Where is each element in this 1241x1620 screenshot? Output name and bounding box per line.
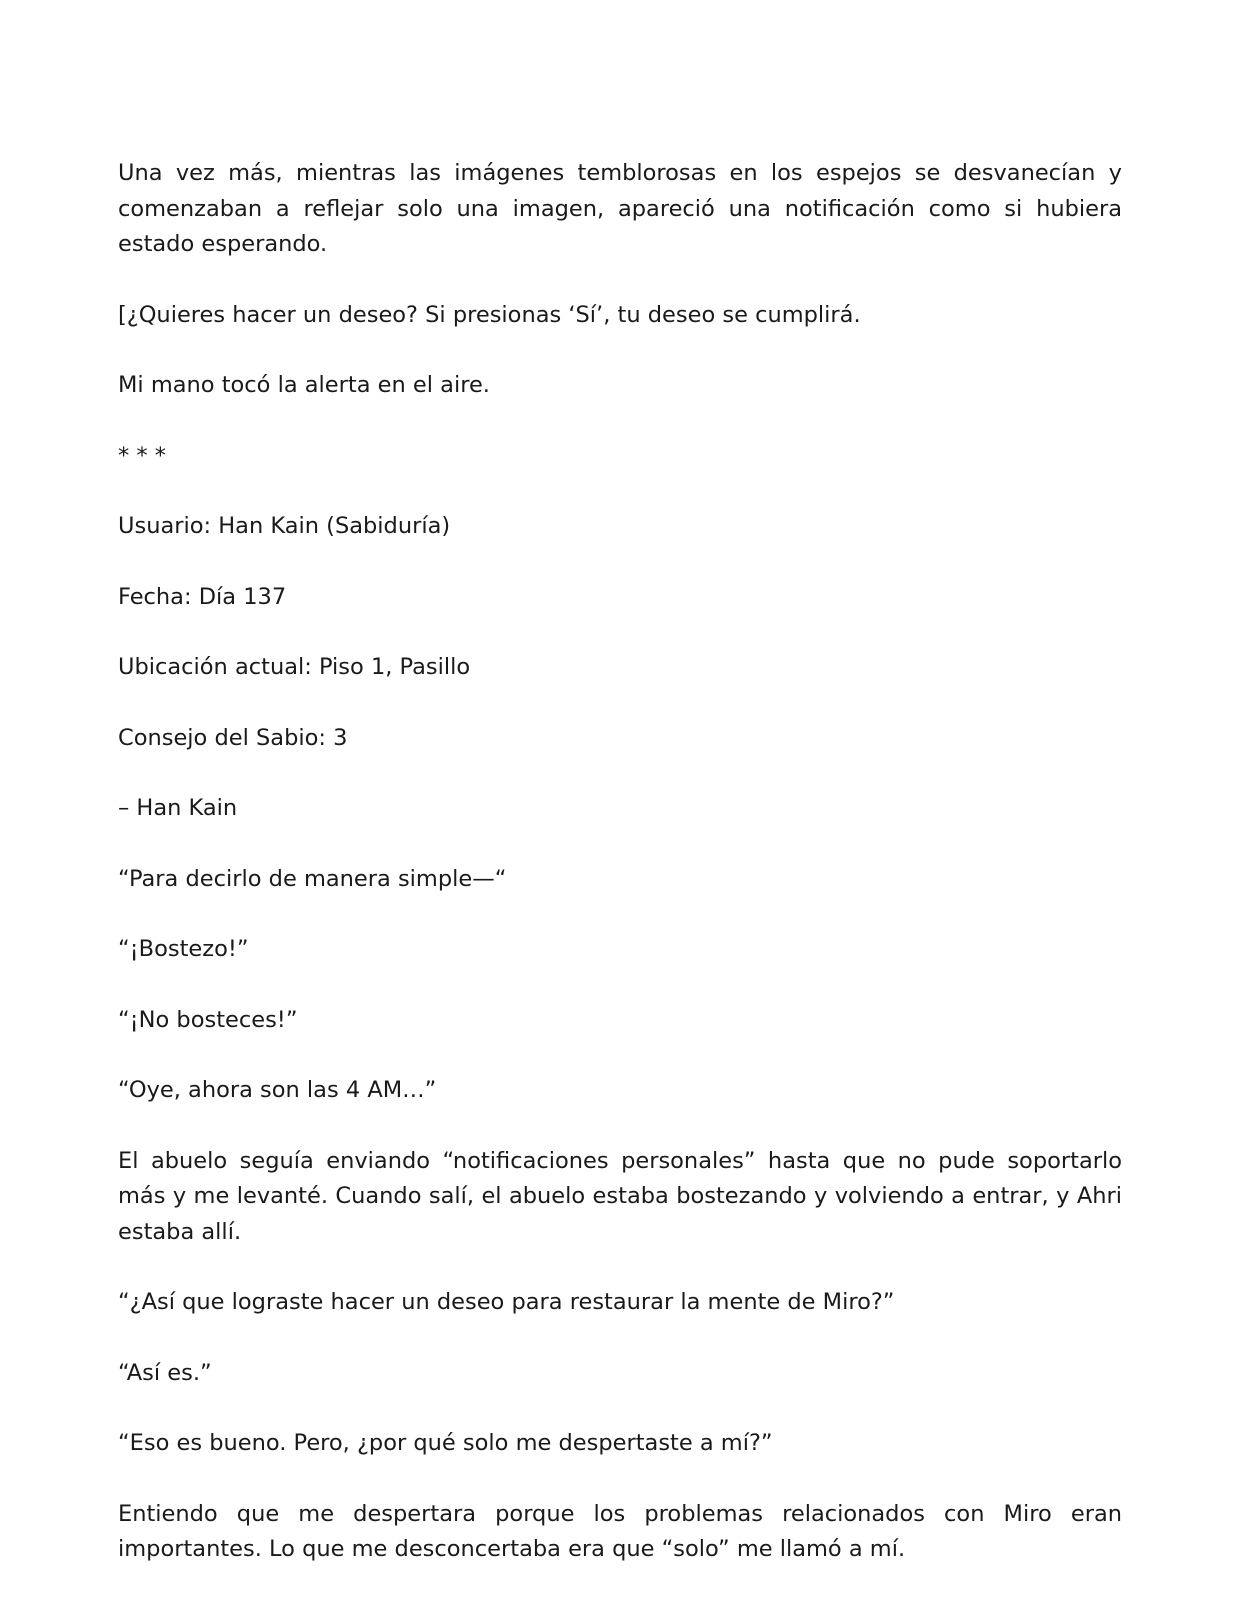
dialogue-thats-right: “Así es.” <box>118 1359 212 1386</box>
document-body <box>118 156 1122 1603</box>
paragraph-mirror-notification: Una vez más, mientras las imágenes temblorosas en los espejos se desvanecían y comenzaban a reflejar solo una imagen, apareció una notificación como si hubiera estado esperando. <box>118 160 1122 257</box>
paragraph-grandpa-notifications: El abuelo seguía enviando “notificaciones personales” hasta que no pude soportarlo más y me levanté. Cuando salí, el abuelo estaba bostezando y volviendo a entrar, y Ahri estaba allí. <box>118 1147 1122 1245</box>
paragraph-only-me: Entiendo que me despertara porque los problemas relacionados con Miro eran importantes. Lo que me desconcertaba era que “solo” me llamó a mí. <box>118 1500 1122 1562</box>
dialogue-simple: “Para decirlo de manera simple—“ <box>118 865 507 892</box>
status-date: Fecha: Día 137 <box>118 583 287 610</box>
status-user: Usuario: Han Kain (Sabiduría) <box>118 513 451 539</box>
paragraph-hand-touch: Mi mano tocó la alerta en el aire. <box>118 372 490 398</box>
status-author: – Han Kain <box>118 795 238 821</box>
paragraph-wish-prompt: [¿Quieres hacer un deseo? Si presionas ‘Sí’, tu deseo se cumplirá. <box>118 301 861 328</box>
dialogue-why-only-me: “Eso es bueno. Pero, ¿por qué solo me despertaste a mí?” <box>118 1430 773 1456</box>
status-location: Ubicación actual: Piso 1, Pasillo <box>118 654 471 680</box>
dialogue-yawn: “¡Bostezo!” <box>118 936 249 962</box>
dialogue-wish-miro: “¿Así que lograste hacer un deseo para restaurar la mente de Miro?” <box>118 1289 895 1315</box>
dialogue-dont-yawn: “¡No bosteces!” <box>118 1006 298 1033</box>
scene-break: * * * <box>118 442 167 469</box>
status-sage-advice: Consejo del Sabio: 3 <box>118 724 348 751</box>
dialogue-4am: “Oye, ahora son las 4 AM…” <box>118 1077 437 1103</box>
